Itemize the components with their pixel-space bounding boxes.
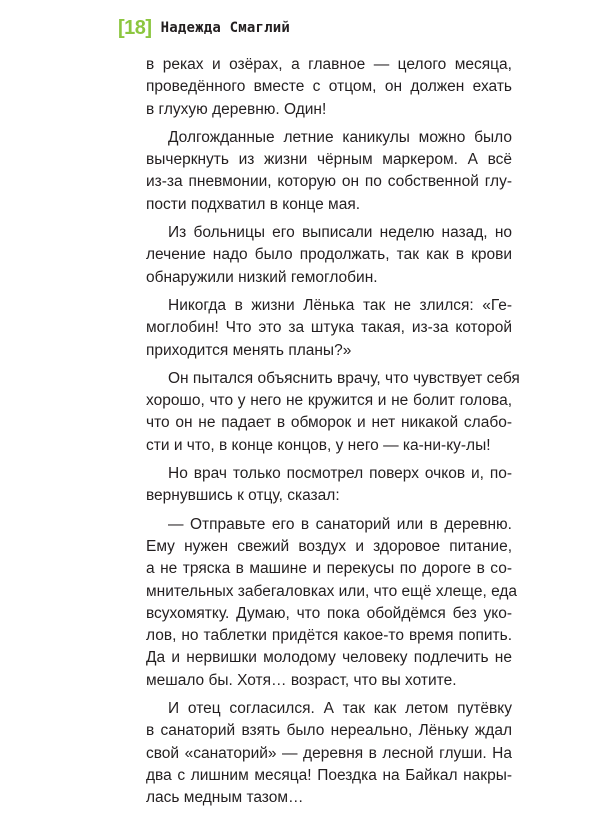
paragraph bbox=[146, 127, 512, 216]
page-number-value: 18 bbox=[124, 16, 146, 39]
page-number-open-bracket: [ bbox=[118, 16, 125, 39]
text-line: лечение надо было продолжать, так как в крови bbox=[146, 246, 512, 264]
text-line: Ему нужен свежий воздух и здоровое питание, bbox=[146, 537, 512, 555]
text-line: Он пытался объяснить врачу, что чувствует себя bbox=[168, 369, 520, 387]
paragraph bbox=[146, 368, 520, 457]
text-line: свой «санаторий» — деревня в лесной глуши. На bbox=[146, 744, 512, 762]
text-line: обнаружили низкий гемоглобин. bbox=[146, 268, 378, 286]
text-line: Да и нервишки молодому человеку подлечить не bbox=[146, 649, 512, 667]
text-line: пости подхватил в конце мая. bbox=[146, 195, 361, 213]
body-text bbox=[146, 54, 520, 816]
text-line: два с лишним месяца! Поездка на Байкал накры- bbox=[146, 766, 512, 784]
text-line: — Отправьте его в санаторий или в деревню. bbox=[168, 515, 512, 533]
paragraph bbox=[146, 222, 512, 289]
text-line: в глухую деревню. Один! bbox=[146, 100, 327, 118]
paragraph bbox=[146, 463, 512, 508]
text-line: Из больницы его выписали неделю назад, но bbox=[168, 224, 512, 242]
author-name: Надежда Смаглий bbox=[160, 20, 291, 36]
text-line: из-за пневмонии, которую он по собственной глу- bbox=[146, 173, 512, 191]
text-line: Никогда в жизни Лёнька так не злился: «Ге- bbox=[168, 296, 512, 314]
text-line: лась медным тазом… bbox=[146, 789, 304, 807]
page-number bbox=[118, 17, 152, 40]
text-line: И отец согласился. А так как летом путёвку bbox=[168, 700, 512, 718]
text-line: мнительных забегаловках или, что ещё хлеще, еда bbox=[146, 582, 518, 600]
paragraph bbox=[146, 295, 512, 362]
text-line: лов, но таблетки придётся какое-то время попить. bbox=[146, 627, 512, 645]
text-line: вернувшись к отцу, сказал: bbox=[146, 487, 340, 505]
text-line: мешало бы. Хотя… возраст, что вы хотите. bbox=[146, 671, 457, 689]
text-line: Долгожданные летние каникулы можно было bbox=[168, 128, 512, 146]
text-line: а не тряска в машине и перекусы по дороге в со- bbox=[146, 560, 512, 578]
text-line: приходится менять планы?» bbox=[146, 341, 352, 359]
text-line: Но врач только посмотрел поверх очков и, по- bbox=[168, 465, 512, 483]
text-line: в санаторий взять было нереально, Лёньку ждал bbox=[146, 722, 512, 740]
text-line: всухомятку. Думаю, что пока обойдёмся без уко- bbox=[146, 604, 512, 622]
text-line: что он не падает в обморок и нет никакой слабо- bbox=[146, 414, 512, 432]
running-header bbox=[118, 15, 290, 41]
text-line: моглобин! Что это за штука такая, из-за которой bbox=[146, 319, 512, 337]
paragraph bbox=[146, 514, 518, 692]
text-line: сти и что, в конце концов, у него — ка-ни-ку-лы! bbox=[146, 436, 491, 454]
text-line: в реках и озёрах, а главное — целого месяца, bbox=[146, 56, 512, 73]
paragraph bbox=[146, 698, 512, 809]
text-line: вычеркнуть из жизни чёрным маркером. А всё bbox=[146, 151, 512, 169]
page-number-close-bracket: ] bbox=[145, 16, 152, 39]
paragraph bbox=[146, 54, 512, 121]
text-line: хорошо, что у него не кружится и не болит голова, bbox=[146, 392, 512, 410]
text-line: проведённого вместе с отцом, он должен ехать bbox=[146, 78, 512, 96]
